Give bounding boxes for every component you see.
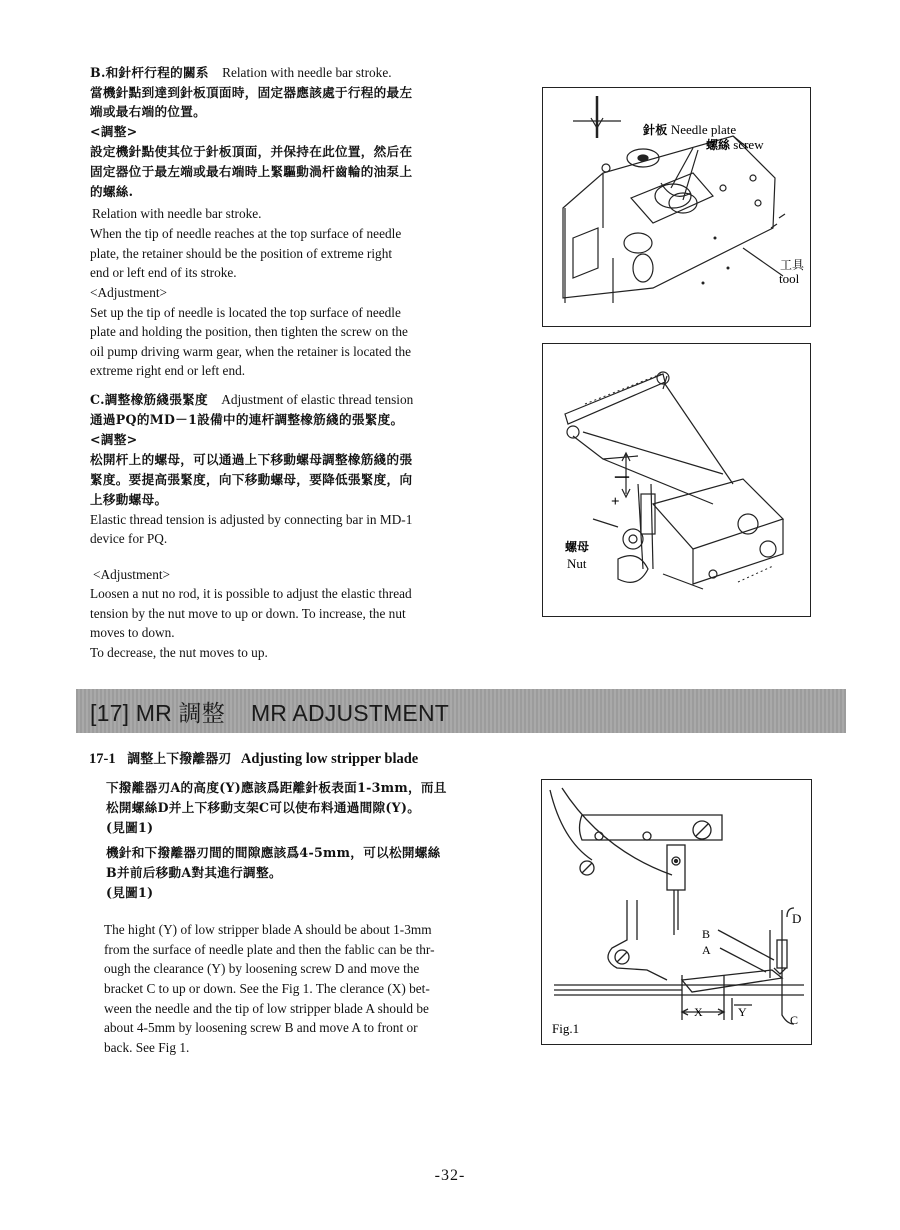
section-c-title-en: Adjustment of elastic thread tension	[221, 392, 414, 407]
section-17-banner	[76, 689, 846, 733]
section-b-en-line: end or left end of its stroke.	[90, 265, 237, 280]
banner-title-en: MR ADJUSTMENT	[250, 700, 450, 726]
section-b-cn-line: 當機針點到達到針板頂面時，固定器應該處于行程的最左	[90, 85, 413, 100]
figure-elastic-tension	[542, 343, 811, 617]
section-17-1-en-line: The hight (Y) of low stripper blade A should be about 1-3mm	[104, 922, 432, 937]
section-17-1-heading	[89, 748, 418, 768]
section-c-cn-line: <調整>	[90, 432, 138, 447]
figure-needle-plate	[542, 87, 811, 327]
figure-stripper-blade	[541, 779, 812, 1045]
section-b-en-line: Relation with needle bar stroke.	[92, 206, 262, 221]
banner-title-cn: MR 調整	[135, 700, 225, 726]
figure-caption: Fig.1	[552, 1021, 580, 1036]
section-b-en-line: <Adjustment>	[90, 285, 168, 300]
section-17-1-en-line: ween the needle and the tip of low stripper blade A should be	[104, 1001, 429, 1016]
section-c-cn-line: 松開杆上的螺母，可以通過上下移動螺母調整橡筋綫的張	[90, 452, 413, 467]
section-17-1-cn-line: 松開螺絲D并上下移動支架C可以使布料通過間隙(Y)。	[106, 800, 421, 815]
section-17-1-title-en: Adjusting low stripper blade	[240, 751, 419, 767]
svg-text:螺絲 screw	[706, 137, 764, 152]
section-17-1-en-line: about 4-5mm by loosening screw B and move A to front or	[104, 1020, 418, 1035]
section-17-1-number: 17-1	[89, 751, 116, 767]
section-b-cn-line: 端或最右端的位置。	[90, 104, 207, 119]
section-c-en-line: Loosen a nut no rod, it is possible to adjust the elastic thread	[90, 586, 412, 601]
tool-en-label: tool	[779, 271, 800, 286]
needle-plate-en-label: Needle plate	[670, 122, 737, 137]
section-17-1-en-line: ough the clearance (Y) by loosening screw D and move the	[104, 961, 420, 976]
section-c-en-line: <Adjustment>	[93, 567, 171, 582]
section-b-cn-line: 設定機針點使其位于針板頂面，并保持在此位置，然后在	[90, 144, 413, 159]
banner-section-number: [17]	[90, 700, 130, 726]
section-c-cn-line: 緊度。要提高張緊度，向下移動螺母，要降低張緊度，向	[90, 472, 413, 487]
label-d: D	[792, 911, 802, 926]
section-b-cn-line: 固定器位于最左端或最右端時上緊驅動渦杆齒輪的油泵上	[90, 164, 413, 179]
section-17-1-cn-line: 機針和下撥離器刃間的間隙應該爲4-5mm，可以松開螺絲	[106, 845, 441, 860]
section-c-en-line: Elastic thread tension is adjusted by connecting bar in MD-1	[90, 512, 413, 527]
label-y: Y	[738, 1005, 747, 1019]
section-c-en-line: To decrease, the nut moves to up.	[90, 645, 268, 660]
elastic-tension-illustration	[543, 344, 810, 616]
section-c-cn-line: 上移動螺母。	[90, 492, 168, 507]
stripper-blade-illustration	[542, 780, 811, 1044]
plus-label: +	[611, 494, 620, 510]
section-17-1-en-line: back. See Fig 1.	[104, 1040, 190, 1055]
tool-cn-label: 工具	[780, 258, 805, 272]
section-17-1-cn-line: (見圖1)	[106, 885, 154, 900]
section-17-1-cn-line: (見圖1)	[106, 820, 154, 835]
section-17-1-en-line: from the surface of needle plate and then the fablic can be thr-	[104, 942, 435, 957]
section-b-en-line: When the tip of needle reaches at the top surface of needle	[90, 226, 402, 241]
section-c-cn-line: 通過PQ的MD－1設備中的連杆調整橡筋綫的張緊度。	[90, 412, 404, 427]
screw-en-label: screw	[733, 137, 764, 152]
section-b-title-en: Relation with needle bar stroke.	[222, 65, 392, 80]
section-17-1-en-line: bracket C to up or down. See the Fig 1. The clerance (X) bet-	[104, 981, 430, 996]
section-c-title-cn: C.調整橡筋綫張緊度	[90, 392, 208, 407]
section-17-1-title-cn: 調整上下撥離器刃	[127, 752, 232, 767]
section-b-en-line: oil pump driving warm gear, when the retainer is located the	[90, 344, 412, 359]
section-c-en-line: tension by the nut move to up or down. To increase, the nut	[90, 606, 406, 621]
label-a: A	[702, 943, 711, 957]
svg-text:針板 Needle plate	[642, 122, 736, 137]
nut-en-label: Nut	[567, 556, 587, 571]
section-b-en-line: extreme right end or left end.	[90, 363, 246, 378]
section-b-cn-line: 的螺絲.	[90, 184, 134, 199]
nut-cn-label: 螺母	[565, 540, 590, 554]
section-c-en-line: moves to down.	[90, 625, 175, 640]
section-b-en-line: Set up the tip of needle is located the top surface of needle	[90, 305, 401, 320]
section-c-en-line: device for PQ.	[90, 531, 168, 546]
section-17-1-cn-line: B并前后移動A對其進行調整。	[106, 865, 282, 880]
section-b-en-line: plate and holding the position, then tighten the screw on the	[90, 324, 408, 339]
needle-plate-cn-label: 針板	[643, 123, 668, 137]
needle-plate-illustration	[543, 88, 810, 326]
label-x: X	[694, 1005, 703, 1019]
screw-cn-label: 螺絲	[706, 138, 731, 152]
section-b-en-line: plate, the retainer should be the position of extreme right	[90, 246, 393, 261]
section-17-1-cn-line: 下撥離器刃A的高度(Y)應該爲距離針板表面1-3mm，而且	[106, 780, 447, 795]
label-b: B	[702, 927, 711, 941]
label-c: C	[790, 1013, 799, 1027]
page-number: -32-	[434, 1167, 466, 1184]
section-b-cn-line: <調整>	[90, 124, 138, 139]
section-b-title-cn: B.和針杆行程的關系	[90, 65, 209, 80]
minus-label: －	[613, 468, 631, 488]
